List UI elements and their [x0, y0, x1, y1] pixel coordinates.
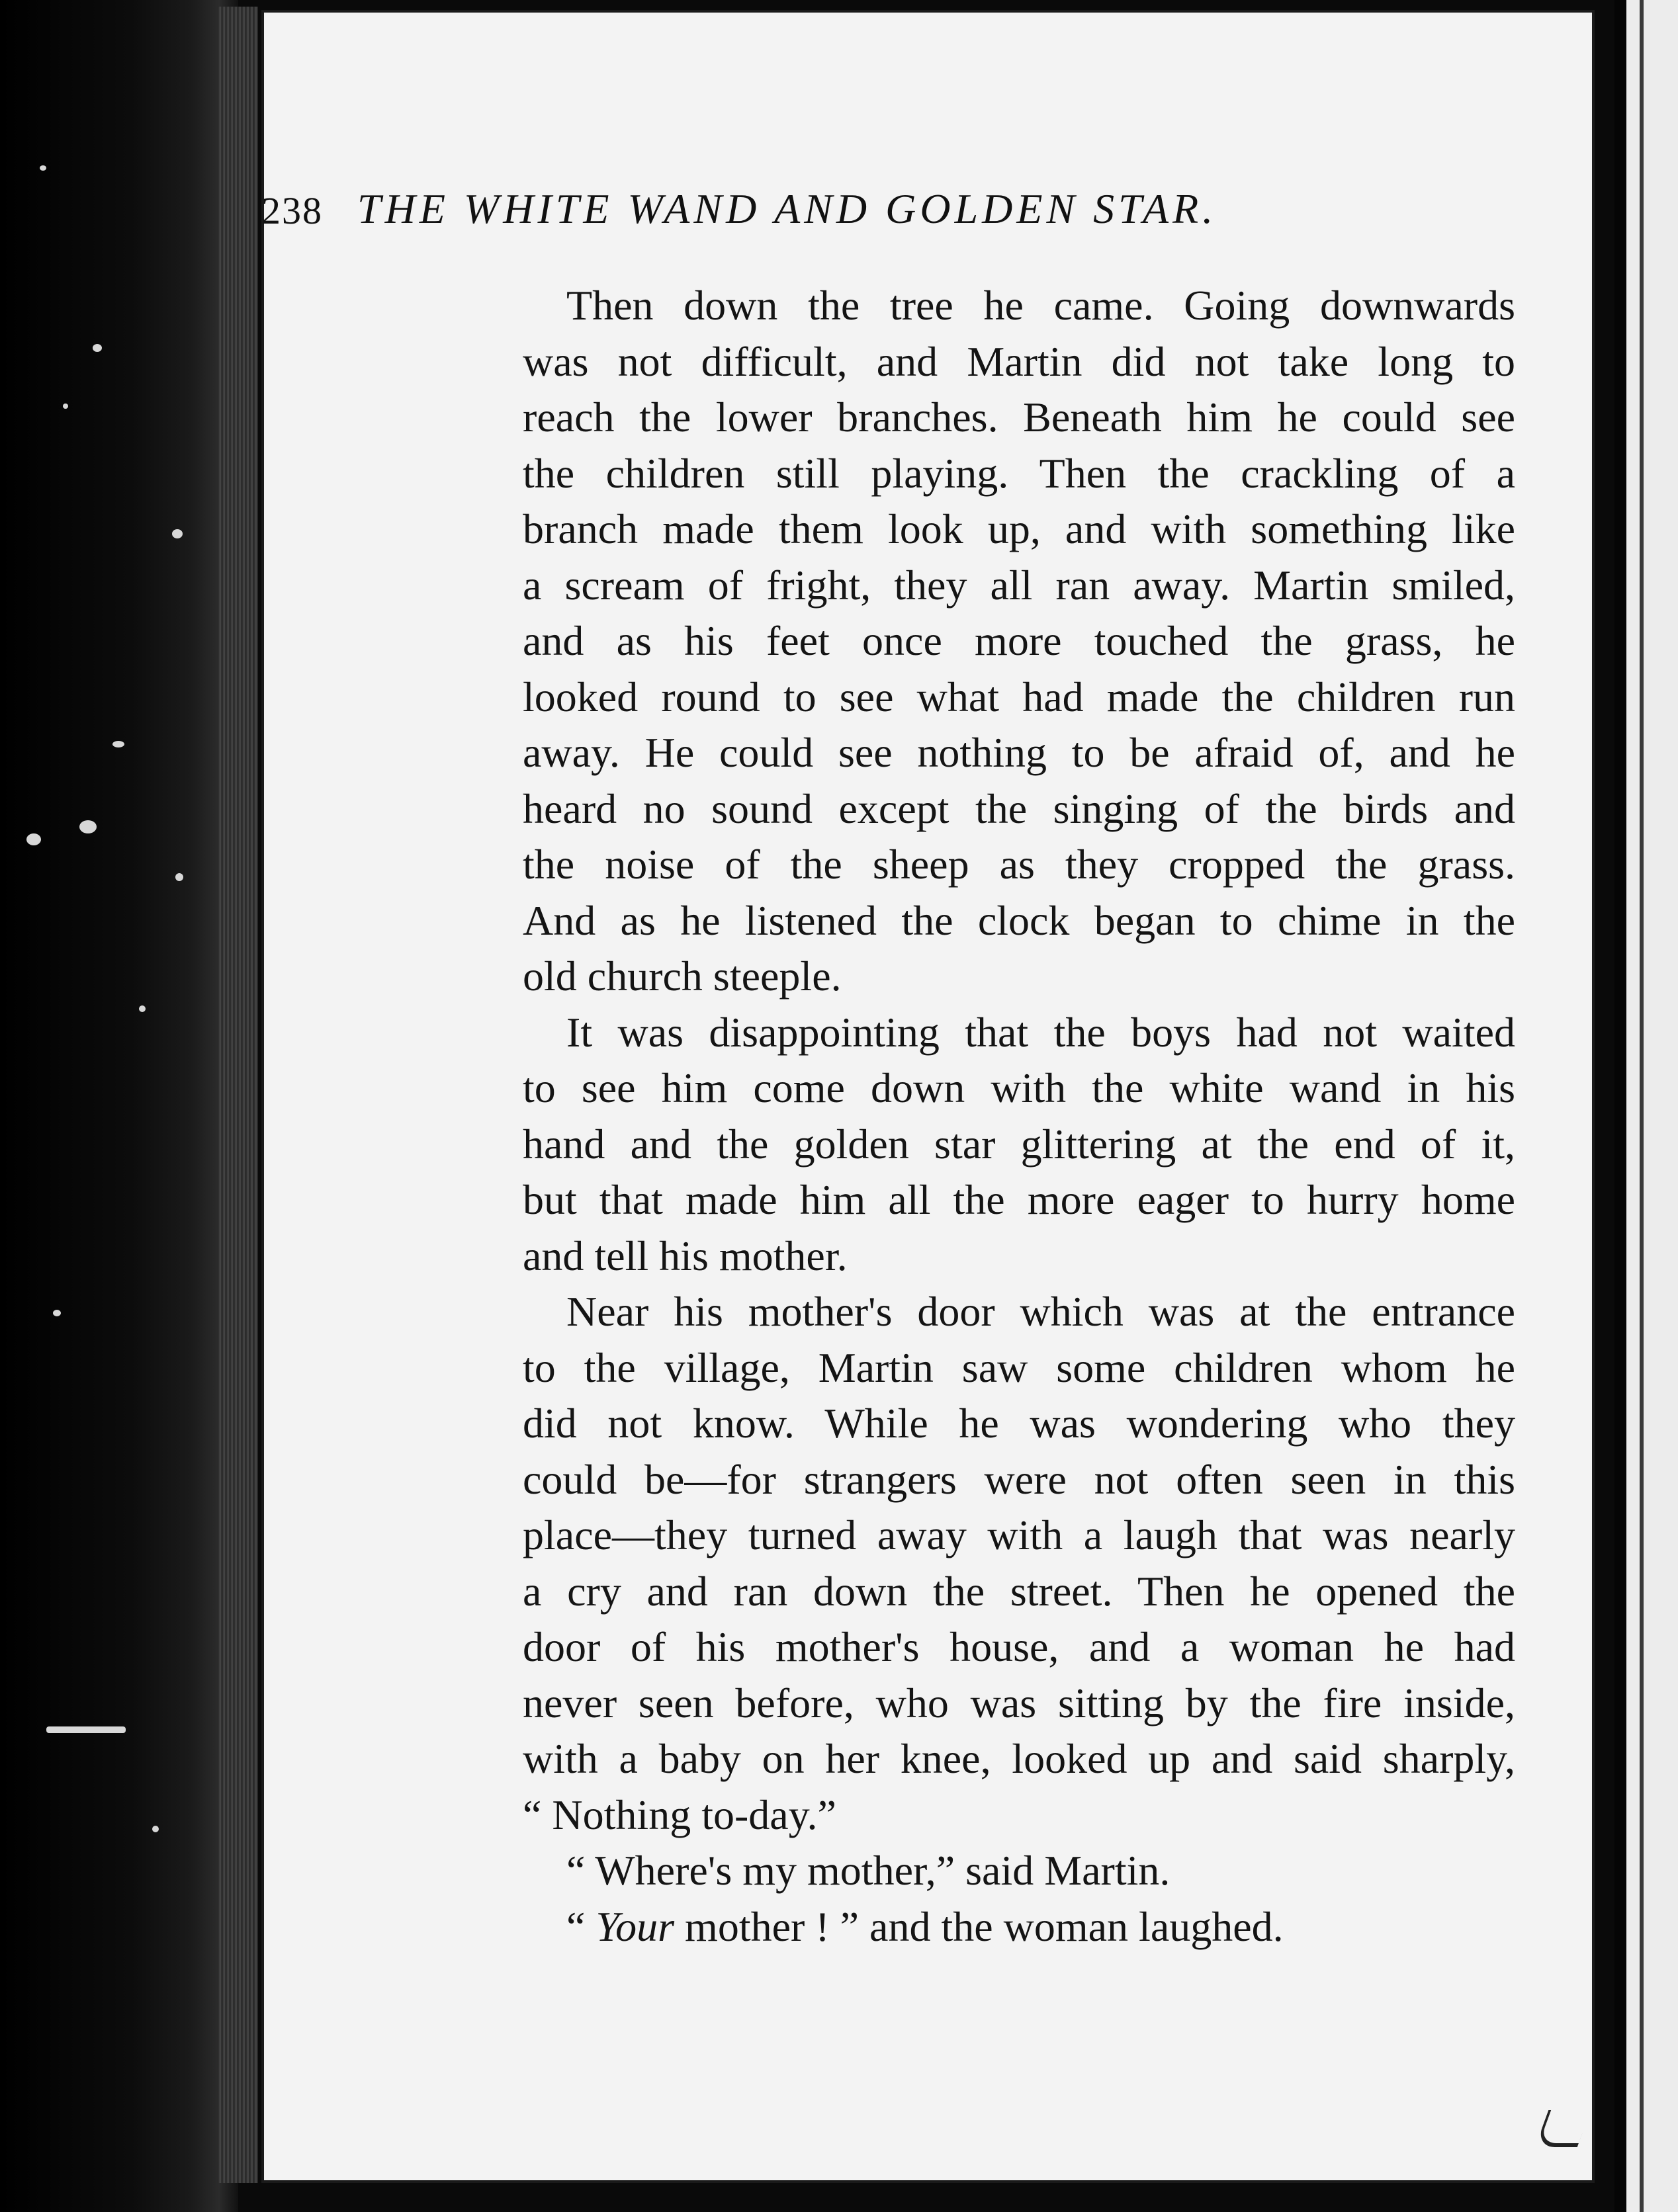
text-line: “ Where's my mother,” said Martin. — [566, 1847, 1170, 1894]
text-line: a cry and ran down the street. Then he opened the — [523, 1567, 1515, 1615]
text-line: place—they turned away with a laugh that was nearly — [523, 1511, 1515, 1558]
dust-speck — [46, 1726, 126, 1733]
text-line: did not know. While he was wondering who they — [523, 1400, 1515, 1447]
text-line: heard no sound except the singing of the birds and — [523, 785, 1515, 832]
running-title: THE WHITE WAND AND GOLDEN STAR. — [357, 185, 1217, 232]
text-line: but that made him all the more eager to hurry home — [523, 1176, 1515, 1223]
dust-speck — [139, 1005, 146, 1012]
dust-speck — [93, 344, 102, 352]
dust-speck — [152, 1826, 159, 1832]
dust-speck — [175, 873, 183, 881]
text-line: looked round to see what had made the children run — [523, 673, 1515, 720]
dust-speck — [172, 529, 183, 538]
text-line: with a baby on her knee, looked up and said sharply, — [523, 1735, 1515, 1782]
text-line: and tell his mother. — [523, 1232, 848, 1279]
text-line: a scream of fright, they all ran away. Martin smiled, — [523, 561, 1515, 609]
text-line — [523, 1899, 1515, 1955]
microfilm-left-margin — [0, 0, 238, 2212]
dust-speck — [40, 165, 46, 171]
text-line: It was disappointing that the boys had not waited — [566, 1008, 1515, 1056]
text-line: And as he listened the clock began to chime in the — [523, 896, 1515, 944]
dust-speck — [112, 741, 124, 747]
text-line: hand and the golden star glittering at the end of it, — [523, 1120, 1515, 1168]
text-fragment: mother ! ” and the woman laughed. — [674, 1902, 1284, 1950]
page-fold-line — [1640, 0, 1644, 2212]
text-line: and as his feet once more touched the grass, he — [523, 617, 1515, 664]
text-line: could be—for strangers were not often seen in this — [523, 1455, 1515, 1503]
dust-speck — [53, 1310, 61, 1316]
text-line: the children still playing. Then the crackling of a — [523, 449, 1515, 497]
open-quote: “ — [566, 1902, 586, 1950]
running-header — [261, 175, 1505, 241]
text-line: to see him come down with the white wand in his — [523, 1064, 1515, 1111]
text-line: “ Nothing to-day.” — [523, 1791, 836, 1838]
text-line: old church steeple. — [523, 953, 842, 1000]
italic-emphasis: Your — [596, 1902, 675, 1950]
dust-speck — [63, 404, 68, 409]
dust-speck — [79, 820, 97, 833]
text-line: never seen before, who was sitting by the fire inside, — [523, 1679, 1515, 1726]
body-text — [523, 278, 1515, 1955]
adjacent-page-edge — [1614, 0, 1678, 2212]
text-line: reach the lower branches. Beneath him he could see — [523, 394, 1515, 441]
text-line: was not difficult, and Martin did not take long to — [523, 337, 1515, 385]
page-edge-stack — [218, 7, 258, 2183]
text-line: door of his mother's house, and a woman he had — [523, 1623, 1515, 1670]
text-line: the noise of the sheep as they cropped the grass. — [523, 841, 1515, 888]
text-line: branch made them look up, and with something like — [523, 505, 1515, 552]
dust-speck — [26, 833, 41, 845]
text-line: Near his mother's door which was at the entrance — [566, 1288, 1515, 1335]
text-line: Then down the tree he came. Going downwards — [566, 282, 1515, 329]
text-line: to the village, Martin saw some children whom he — [523, 1343, 1515, 1391]
page-number: 238 — [261, 189, 323, 232]
text-line: away. He could see nothing to be afraid of, and he — [523, 729, 1515, 776]
